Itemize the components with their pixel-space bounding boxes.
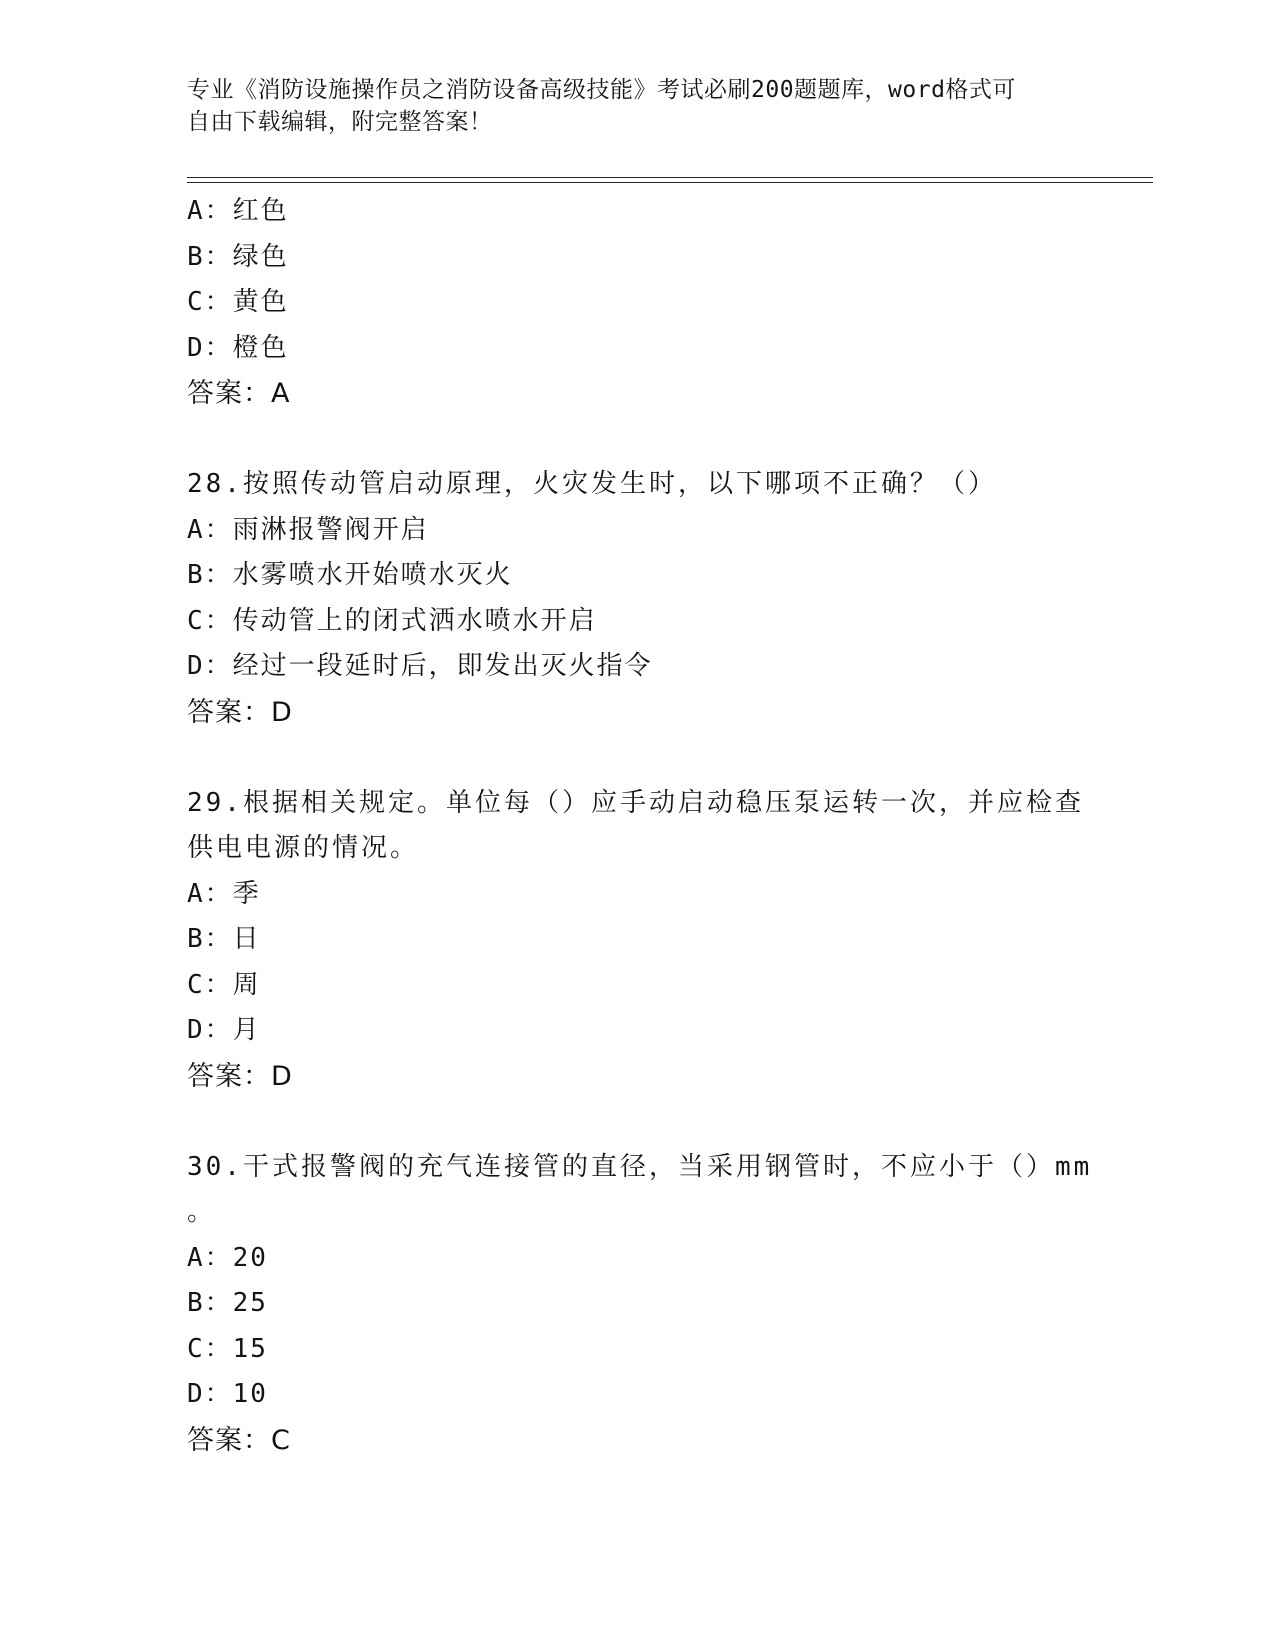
option-d: D：月: [187, 1015, 261, 1045]
option-b: B：25: [187, 1288, 268, 1318]
answer-line: 答案：D: [187, 696, 293, 728]
question-text: 30.干式报警阀的充气连接管的直径，当采用钢管时，不应小于（）mm: [187, 1151, 1093, 1182]
question-list: [187, 189, 1093, 1463]
option-c: C：传动管上的闭式洒水喷水开启: [187, 605, 597, 636]
header-divider-thin: [187, 182, 1153, 183]
option-c: C：周: [187, 969, 261, 1000]
option-c: C：黄色: [187, 287, 289, 317]
option-b: B：日: [187, 924, 261, 954]
question-text-continued: 供电电源的情况。: [187, 833, 420, 863]
option-a: A：红色: [187, 196, 289, 226]
question-text-continued: 。: [187, 1197, 217, 1227]
header-line-1: 专业《消防设施操作员之消防设备高级技能》考试必刷200题题库，word格式可: [187, 77, 1016, 103]
spacer: [187, 735, 1087, 781]
option-a: A：季: [187, 878, 261, 909]
option-a: A：20: [187, 1242, 268, 1273]
option-b: B：水雾喷水开始喷水灭火: [187, 560, 513, 590]
header-line-2: 自由下载编辑，附完整答案！: [187, 109, 493, 135]
spacer: [187, 417, 1087, 463]
option-d: D：橙色: [187, 332, 289, 363]
option-c: C：15: [187, 1333, 268, 1364]
option-d: D：10: [187, 1379, 268, 1409]
answer-line: 答案：D: [187, 1060, 293, 1092]
question-29: [187, 781, 1087, 1100]
question-text: 28.按照传动管启动原理，火灾发生时，以下哪项不正确？（）: [187, 469, 997, 499]
option-d: D：经过一段延时后，即发出灭火指令: [187, 651, 653, 681]
answer-line: 答案：C: [187, 1424, 291, 1456]
question-27-tail: [187, 189, 1087, 417]
answer-line: 答案：A: [187, 378, 291, 409]
header-divider-thick: [187, 177, 1153, 178]
document-header: [187, 74, 1077, 138]
option-b: B：绿色: [187, 241, 289, 272]
spacer: [187, 1099, 1087, 1145]
question-28: [187, 462, 1087, 735]
question-30: [187, 1145, 1093, 1464]
question-text: 29.根据相关规定。单位每（）应手动启动稳压泵运转一次，并应检查: [187, 787, 1084, 818]
option-a: A：雨淋报警阀开启: [187, 514, 429, 545]
